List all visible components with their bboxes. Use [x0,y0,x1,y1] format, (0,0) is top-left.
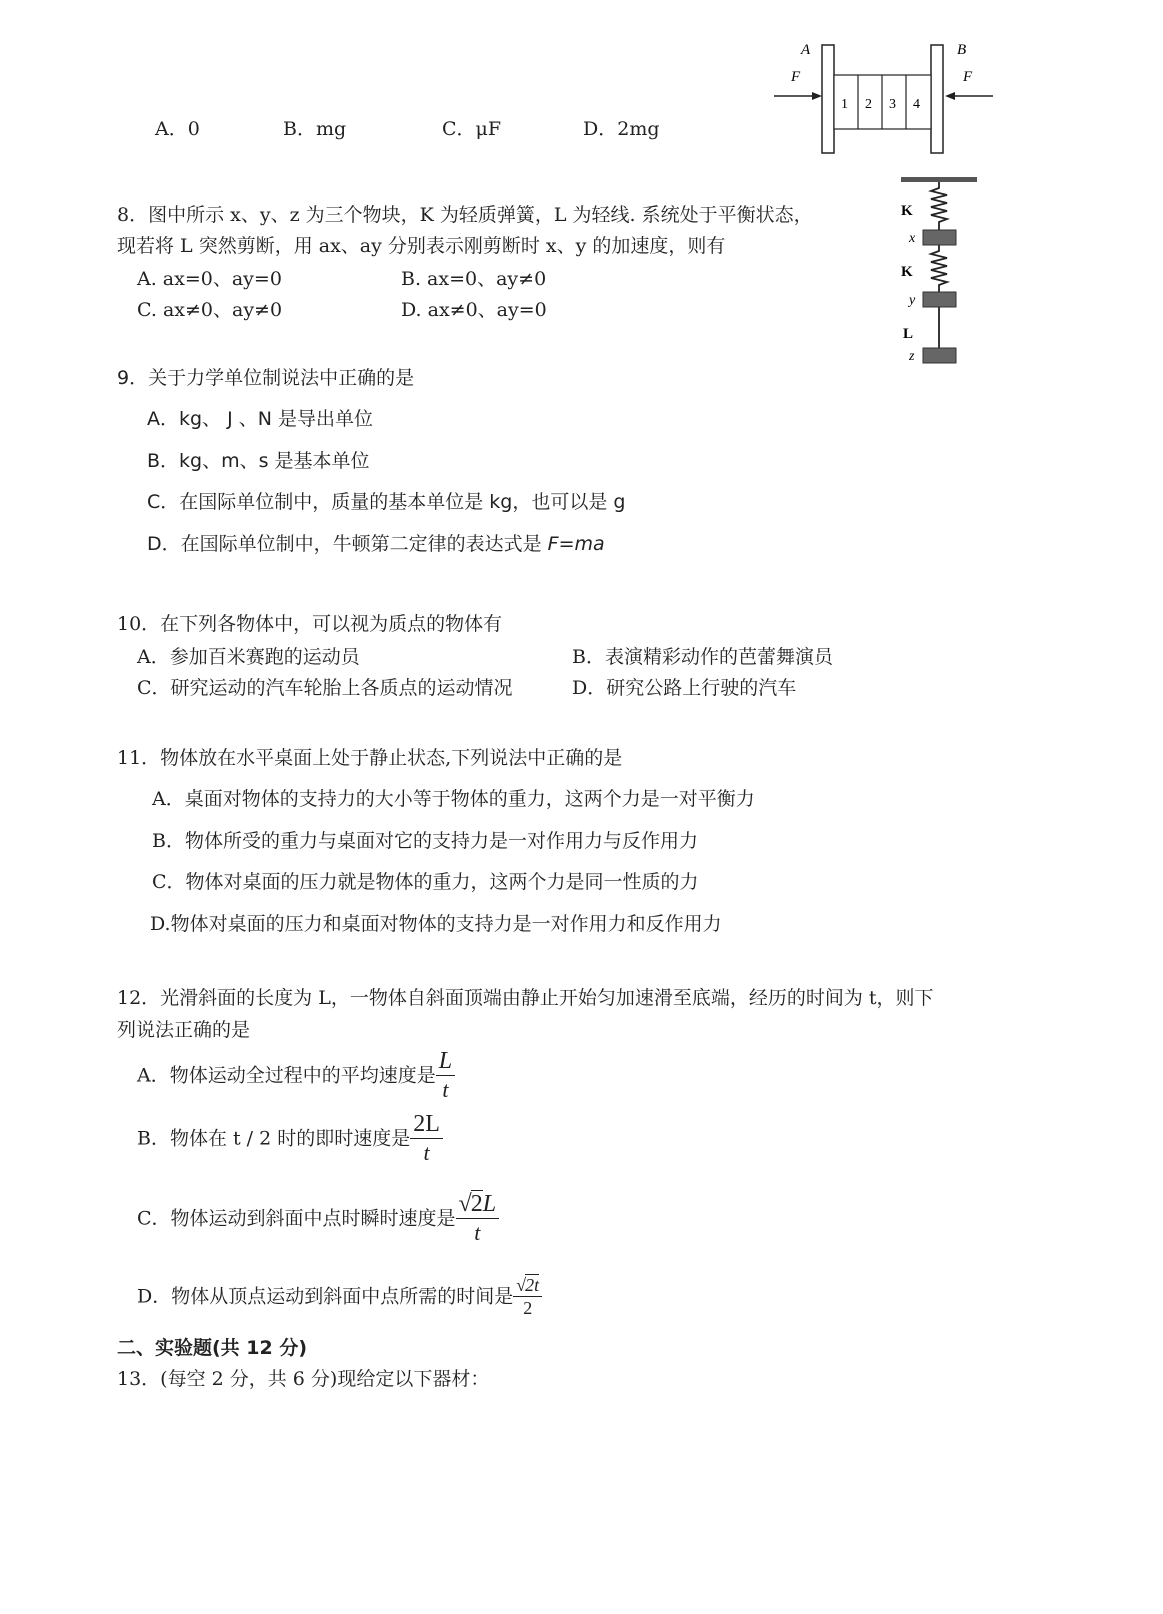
q12-option-c-text: C．物体运动到斜面中点时瞬时速度是 [137,1207,456,1230]
q12-option-d-radicand: 2t [525,1275,540,1295]
q9-stem: 9．关于力学单位制说法中正确的是 [117,367,415,389]
q12-option-a [137,1047,455,1104]
q12-option-d-fraction [513,1274,542,1319]
q7-option-d: D．2mg [583,118,660,140]
q12-option-a-numerator: L [436,1047,455,1076]
q9-option-d [147,532,605,556]
q8-fig-label-x: x [909,231,916,246]
q8-fig-label-k1: K [901,203,913,219]
q8-option-d: D. ax≠0、ay=0 [401,299,547,321]
q12-option-b-numerator: 2L [410,1110,443,1139]
q8-fig-spring-1 [931,182,947,230]
q7-option-a: A．0 [155,118,200,140]
q7-fig-block-2: 2 [865,97,872,112]
q12-option-a-fraction [436,1047,455,1104]
q12-option-c-radicand: 2 [470,1191,483,1217]
q12-option-c-sqrt-sign: √ [458,1191,472,1217]
q13-stem: 13．(每空 2 分，共 6 分)现给定以下器材： [117,1368,490,1390]
q12-option-d-numerator [513,1274,542,1297]
q8-fig-label-y: y [909,293,916,308]
q12-option-c-numerator [456,1190,500,1219]
q8-option-c: C. ax≠0、ay≠0 [137,299,283,321]
q9-option-d-formula: F=ma [547,533,605,555]
q8-option-b: B. ax=0、ay≠0 [401,268,547,290]
q11-option-a: A．桌面对物体的支持力的大小等于物体的重力，这两个力是一对平衡力 [152,788,755,810]
q8-stem-line1: 8．图中所示 x、y、z 为三个物块，K 为轻质弹簧，L 为轻线. 系统处于平衡状态， [117,204,813,226]
q12-option-c-denominator: t [474,1220,481,1245]
q9-option-c: C．在国际单位制中，质量的基本单位是 kg，也可以是 g [147,491,626,513]
q10-stem: 10．在下列各物体中，可以视为质点的物体有 [117,613,503,635]
q7-fig-label-f-left: F [791,69,801,85]
q8-fig-label-l: L [903,326,914,342]
q12-option-a-denominator: t [442,1077,449,1102]
q12-option-c-fraction [456,1190,500,1247]
q8-fig-block-y [923,292,956,307]
q9-option-a: A．kg、 J 、N 是导出单位 [147,408,373,430]
q7-fig-block-4: 4 [913,97,920,112]
q8-fig-block-z [923,348,956,363]
q12-option-c [137,1190,499,1247]
q12-stem-line2: 列说法正确的是 [117,1019,251,1041]
q7-fig-block-3: 3 [889,97,896,112]
q8-stem-line2: 现若将 L 突然剪断，用 ax、ay 分别表示刚剪断时 x、y 的加速度，则有 [117,235,726,257]
q12-option-b [137,1110,443,1167]
q7-option-b: B．mg [283,118,347,140]
q8-fig-ceiling [901,177,977,182]
q11-option-d: D.物体对桌面的压力和桌面对物体的支持力是一对作用力和反作用力 [150,913,722,935]
q12-option-b-fraction [410,1110,443,1167]
q8-fig-spring-2 [931,245,947,292]
q12-option-d-sqrt-sign: √ [516,1275,527,1295]
q9-option-d-text: D．在国际单位制中，牛顿第二定律的表达式是 [147,533,548,555]
q12-stem-line1: 12．光滑斜面的长度为 L，一物体自斜面顶端由静止开始匀加速滑至底端，经历的时间为 t，则下 [117,987,934,1009]
q12-option-d-text: D．物体从顶点运动到斜面中点所需的时间是 [137,1285,514,1308]
q8-fig-label-k2: K [901,264,913,280]
q8-fig-label-z: z [909,349,915,364]
q10-option-a: A．参加百米赛跑的运动员 [137,646,360,668]
q12-option-b-text: B．物体在 t / 2 时的即时速度是 [137,1127,411,1150]
q11-option-c: C．物体对桌面的压力就是物体的重力，这两个力是同一性质的力 [152,871,699,893]
q7-fig-board-b [931,45,943,153]
q8-fig-block-x [923,230,956,245]
q7-fig-label-b: B [957,42,967,58]
q12-option-a-text: A．物体运动全过程中的平均速度是 [137,1064,436,1087]
q10-option-d: D．研究公路上行驶的汽车 [572,677,797,699]
q10-option-c: C．研究运动的汽车轮胎上各质点的运动情况 [137,677,513,699]
q8-spring-figure [893,172,988,372]
q7-fig-label-a: A [801,42,811,58]
q10-option-b: B．表演精彩动作的芭蕾舞演员 [572,646,833,668]
q12-option-d [137,1274,542,1319]
q7-option-c: C．μF [442,118,502,140]
q9-option-b: B．kg、m、s 是基本单位 [147,450,370,472]
q11-stem: 11．物体放在水平桌面上处于静止状态,下列说法中正确的是 [117,747,623,769]
q7-fig-board-a [822,45,834,153]
q8-option-a: A. ax=0、ay=0 [137,268,282,290]
q12-option-d-denominator: 2 [523,1298,533,1318]
section-2-title: 二、实验题(共 12 分) [117,1337,308,1359]
q12-option-c-numerator-tail: L [482,1191,497,1217]
q12-option-b-denominator: t [423,1140,430,1165]
q7-fig-label-f-right: F [963,69,973,85]
q7-board-blocks-figure [770,38,1000,158]
q11-option-b: B．物体所受的重力与桌面对它的支持力是一对作用力与反作用力 [152,830,698,852]
q7-fig-block-1: 1 [841,97,848,112]
